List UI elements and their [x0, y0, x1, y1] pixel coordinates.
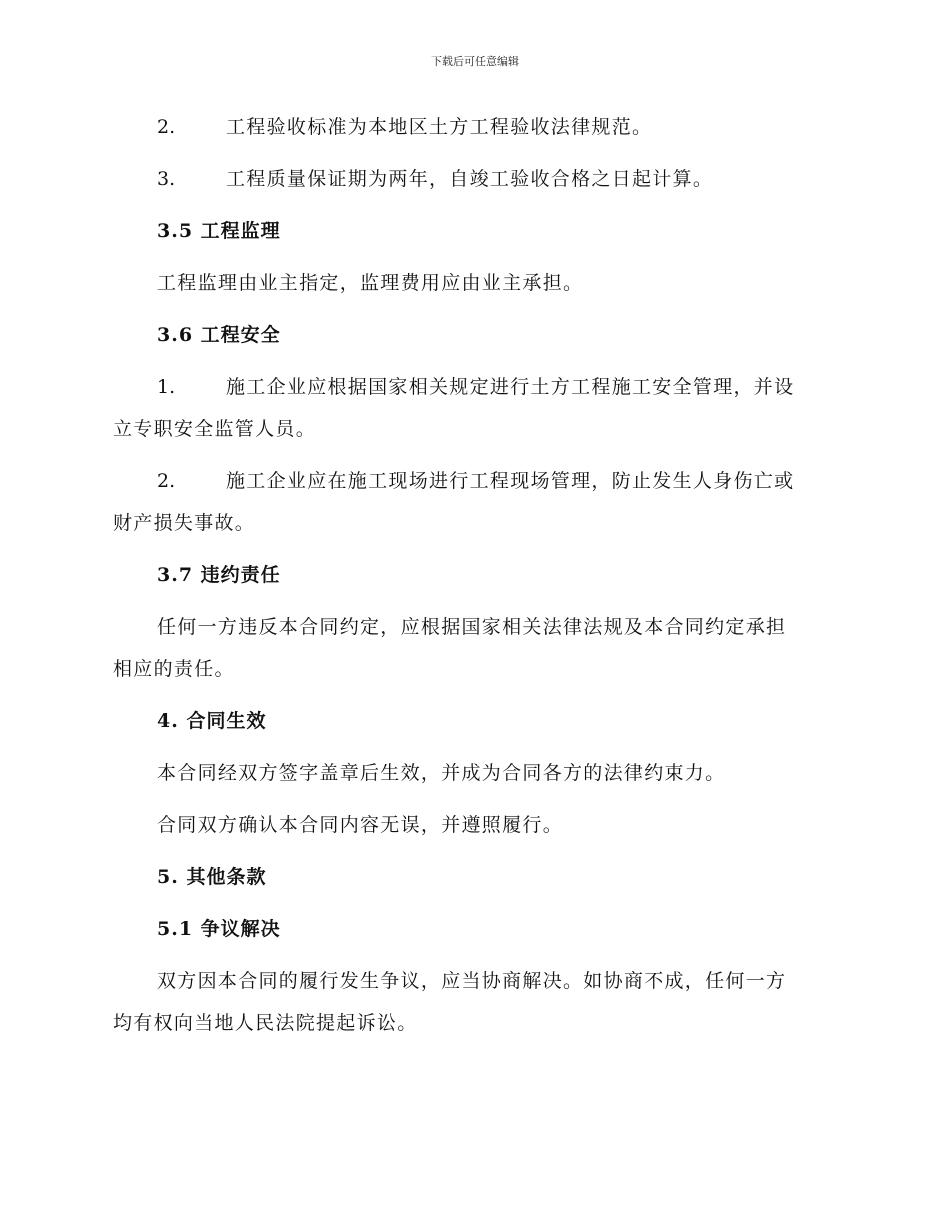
section-heading-4: 4. 合同生效 [157, 710, 267, 732]
list-text: 施工企业应根据国家相关规定进行土方工程施工安全管理，并设 [226, 376, 795, 398]
safety-item-1-continued: 立专职安全监管人员。 [113, 418, 317, 440]
document-body [113, 106, 833, 1044]
section-heading-3-7: 3.7 违约责任 [157, 564, 281, 586]
safety-item-2-continued: 财产损失事故。 [113, 512, 256, 534]
paragraph-supervision: 工程监理由业主指定，监理费用应由业主承担。 [157, 272, 584, 294]
list-number: 2. [157, 470, 176, 492]
list-number: 3. [157, 168, 176, 190]
list-text: 施工企业应在施工现场进行工程现场管理，防止发生人身伤亡或 [226, 470, 795, 492]
section-heading-3-6: 3.6 工程安全 [157, 324, 281, 346]
list-text: 工程验收标准为本地区土方工程验收法律规范。 [226, 116, 653, 138]
list-number: 2. [157, 116, 176, 138]
paragraph-dispute-continued: 均有权向当地人民法院提起诉讼。 [113, 1012, 418, 1034]
page-header: 下载后可任意编辑 [431, 55, 519, 68]
section-heading-5: 5. 其他条款 [157, 866, 267, 888]
paragraph-liability-continued: 相应的责任。 [113, 658, 235, 680]
acceptance-item-2 [113, 106, 833, 148]
safety-item-1 [113, 366, 833, 408]
safety-item-2 [113, 460, 833, 502]
section-heading-3-5: 3.5 工程监理 [157, 220, 281, 242]
paragraph-dispute: 双方因本合同的履行发生争议，应当协商解决。如协商不成，任何一方 [157, 970, 787, 992]
paragraph-liability: 任何一方违反本合同约定，应根据国家相关法律法规及本合同约定承担 [157, 616, 787, 638]
acceptance-item-3 [113, 158, 833, 200]
paragraph-effect-2: 合同双方确认本合同内容无误，并遵照履行。 [157, 814, 564, 836]
section-heading-5-1: 5.1 争议解决 [157, 918, 281, 940]
paragraph-effect-1: 本合同经双方签字盖章后生效，并成为合同各方的法律约束力。 [157, 762, 726, 784]
list-text: 工程质量保证期为两年，自竣工验收合格之日起计算。 [226, 168, 714, 190]
list-number: 1. [157, 376, 176, 398]
